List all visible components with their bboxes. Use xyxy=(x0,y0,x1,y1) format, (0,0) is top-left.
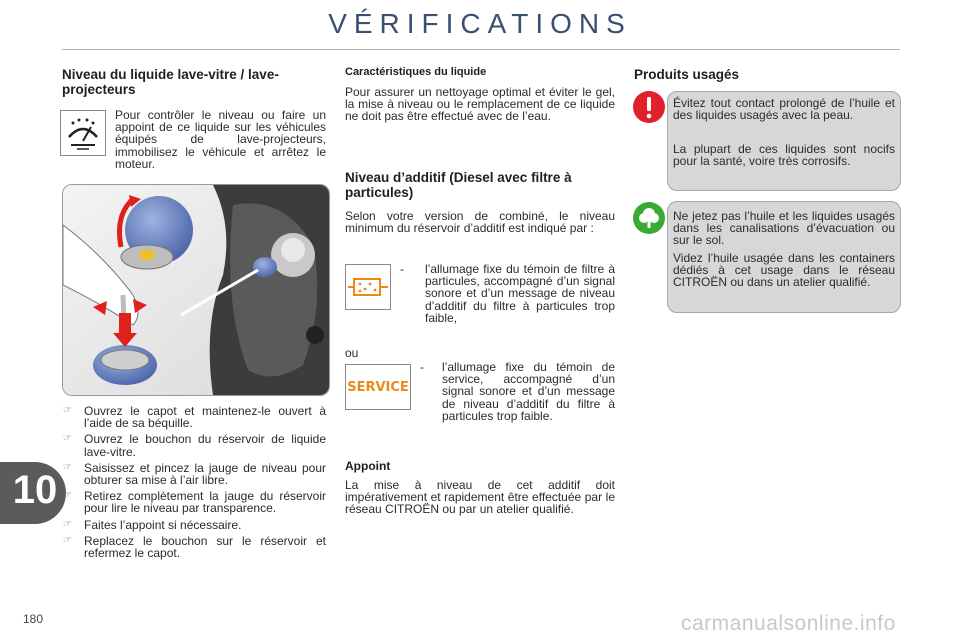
particle-filter-warning-icon xyxy=(345,264,391,310)
watermark: carmanualsonline.info xyxy=(681,612,896,635)
used-products-heading: Produits usagés xyxy=(634,67,740,82)
top-up-text: La mise à niveau de cet additif doit impérativement et rapidement être effectuée par le réseau CITROËN ou par un atelier qualifié. xyxy=(345,478,615,517)
washer-fluid-icon xyxy=(60,110,106,156)
service-warning-icon: SERVICE xyxy=(345,364,411,410)
engine-bay-photo xyxy=(62,184,330,396)
warning-text-2: La plupart de ces liquides sont nocifs pour la santé, voire très corrosifs. xyxy=(673,142,895,169)
pointer-bullet-icon: ☞ xyxy=(63,405,72,416)
additive-indicator-item-2: - l’allumage fixe du témoin de service, accompagné d’un signal sonore et d’un message de niveau d’additif du filtre à particules trop faible. xyxy=(420,360,615,423)
exclamation-warning-icon xyxy=(632,90,666,124)
additive-level-intro: Selon votre version de combiné, le niveau minimum du réservoir d’additif est indiqué par : xyxy=(345,209,615,236)
additive-indicator-item-1: - l’allumage fixe du témoin de filtre à particules, accompagné d’un signal sonore et d’un message de niveau d’additif du filtre à particules trop faible, xyxy=(400,262,615,325)
list-item: ☞ Faites l’appoint si nécessaire. xyxy=(63,517,242,532)
or-connector: ou xyxy=(345,346,359,360)
top-up-heading: Appoint xyxy=(345,459,391,473)
pointer-bullet-icon: ☞ xyxy=(63,518,72,530)
washer-fluid-intro: Pour contrôler le niveau ou faire un appoint de ce liquide sur les véhicules équipés de lave-projecteurs, immobilisez le véhicule et arrêtez le moteur. xyxy=(115,108,326,171)
washer-fluid-steps xyxy=(62,405,326,563)
pointer-bullet-icon: ☞ xyxy=(63,461,72,473)
list-item: ☞ Replacez le bouchon sur le réservoir et refermez le capot. xyxy=(63,533,326,561)
washer-fluid-heading: Niveau du liquide lave-vitre / lave-projecteurs xyxy=(62,67,279,97)
fluid-characteristics-heading: Caractéristiques du liquide xyxy=(345,66,487,78)
pointer-bullet-icon: ☞ xyxy=(63,490,72,502)
list-item: ☞ Retirez complètement la jauge du réservoir pour lire le niveau par transparence. xyxy=(63,489,326,516)
warning-text-1: Évitez tout contact prolongé de l’huile et des liquides usagés avec la peau. xyxy=(673,96,895,123)
pointer-bullet-icon: ☞ xyxy=(63,534,72,546)
page-title: VÉRIFICATIONS xyxy=(328,8,632,39)
pointer-bullet-icon: ☞ xyxy=(63,433,72,445)
list-item: ☞ Saisissez et pincez la jauge de niveau pour obturer sa mise à l’air libre. xyxy=(63,460,326,488)
environment-text-2: Videz l’huile usagée dans les containers dédiés à cet usage dans le réseau CITROËN ou dans un atelier qualifié. xyxy=(673,251,895,290)
tree-environment-icon xyxy=(632,201,666,235)
environment-text-1: Ne jetez pas l’huile et les liquides usagés dans les canalisations d’évacuation ou sur le sol. xyxy=(673,209,895,248)
header-divider xyxy=(62,49,900,50)
list-item: ☞ Ouvrez le bouchon du réservoir de liquide lave-vitre. xyxy=(63,432,326,459)
fluid-characteristics-text: Pour assurer un nettoyage optimal et éviter le gel, la mise à niveau ou le remplacement de ce liquide ne doit pas être effectué avec de l’eau. xyxy=(345,85,615,124)
list-item: ☞ Ouvrez le capot et maintenez-le ouvert à l’aide de sa béquille. xyxy=(63,404,326,431)
chapter-number: 10 xyxy=(12,468,58,512)
page-number: 180 xyxy=(23,612,44,626)
additive-level-heading: Niveau d’additif (Diesel avec filtre à particules) xyxy=(345,170,572,200)
